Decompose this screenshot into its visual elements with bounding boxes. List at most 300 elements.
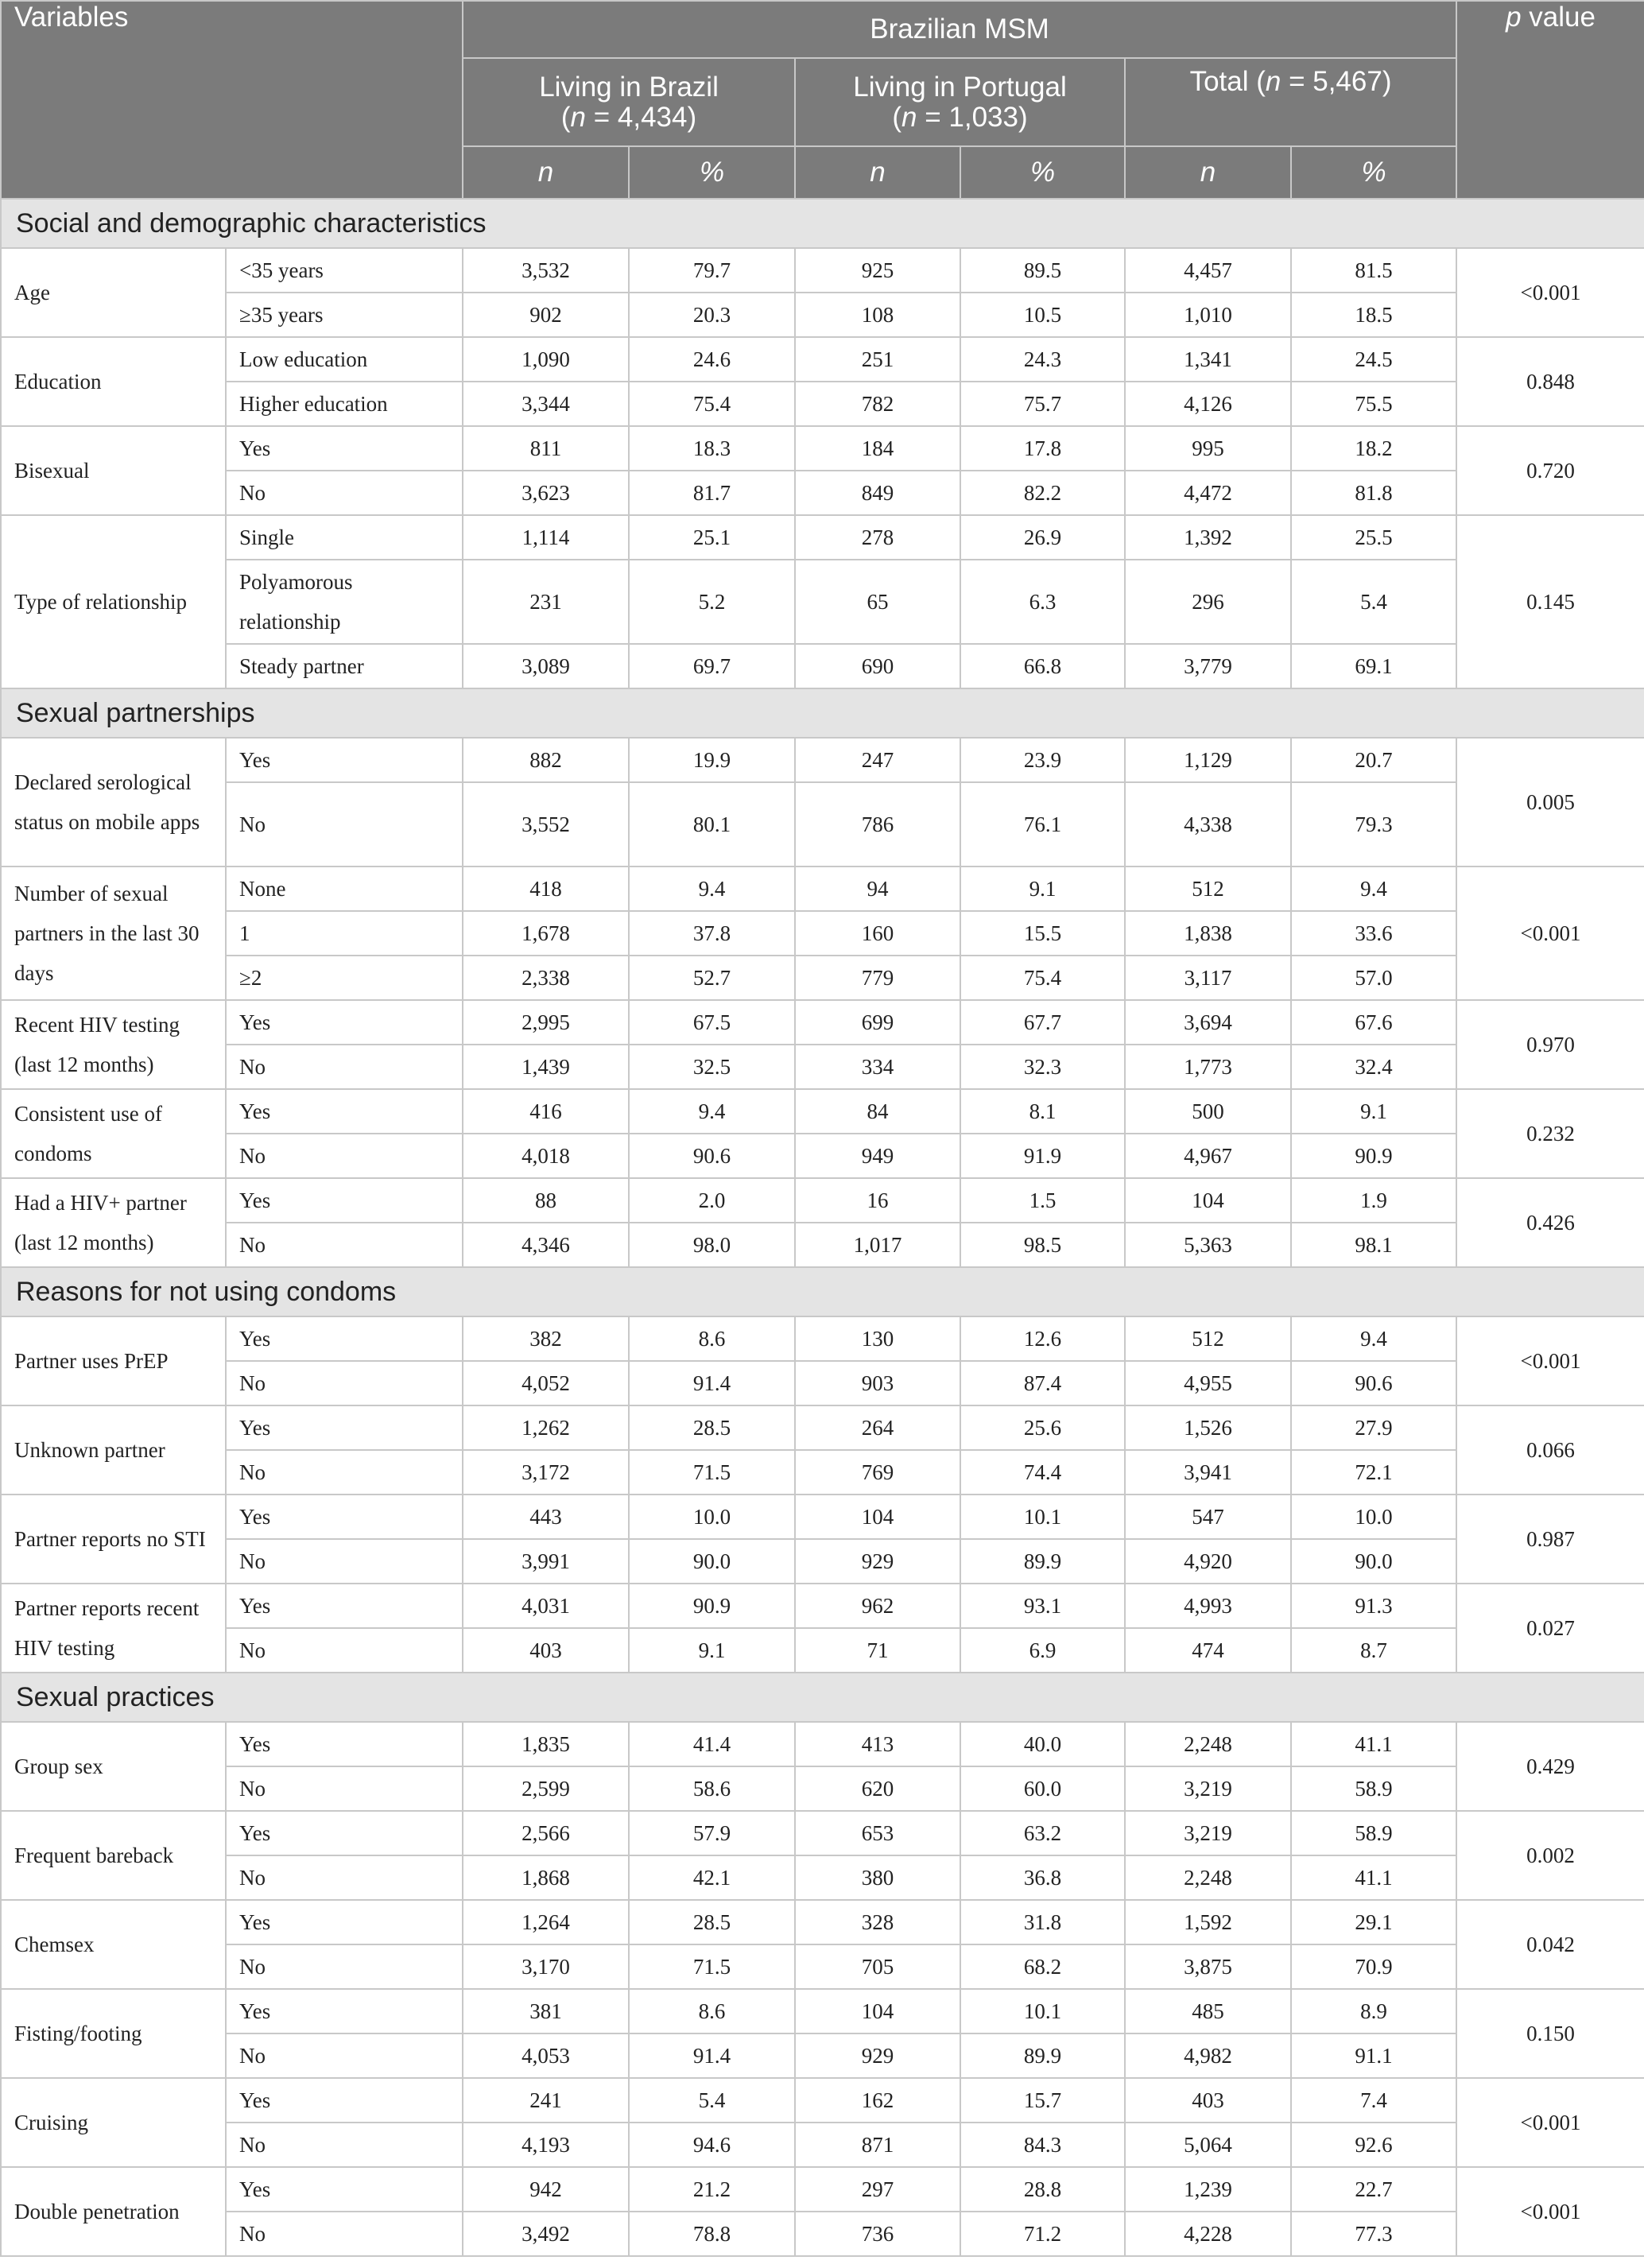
percent-cell: 72.1 [1291, 1450, 1456, 1495]
percent-cell: 9.4 [1291, 1316, 1456, 1361]
category-label: None [226, 866, 463, 911]
category-label: No [226, 1450, 463, 1495]
percent-cell: 8.1 [960, 1089, 1125, 1134]
percent-cell: 41.1 [1291, 1855, 1456, 1900]
percent-cell: 9.1 [629, 1628, 795, 1673]
count-cell: 769 [795, 1450, 960, 1495]
variable-name: Partner reports recent HIV testing [1, 1584, 226, 1673]
count-cell: 1,341 [1125, 337, 1291, 382]
percent-cell: 18.2 [1291, 426, 1456, 471]
table-row [1, 1223, 1644, 1267]
count-cell: 705 [795, 1944, 960, 1989]
table-row [1, 1450, 1644, 1495]
percent-cell: 8.7 [1291, 1628, 1456, 1673]
count-cell: 779 [795, 956, 960, 1000]
subgroup-total [1125, 58, 1456, 146]
category-label: <35 years [226, 248, 463, 293]
count-cell: 786 [795, 782, 960, 866]
category-label: No [226, 2212, 463, 2256]
count-cell: 104 [1125, 1178, 1291, 1223]
percent-cell: 24.6 [629, 337, 795, 382]
group-header: Brazilian MSM [463, 1, 1456, 58]
count-cell: 474 [1125, 1628, 1291, 1673]
variable-name: Had a HIV+ partner (last 12 months) [1, 1178, 226, 1267]
category-label: No [226, 1223, 463, 1267]
count-cell: 1,239 [1125, 2167, 1291, 2212]
percent-cell: 94.6 [629, 2123, 795, 2167]
count-cell: 4,967 [1125, 1134, 1291, 1178]
count-cell: 4,193 [463, 2123, 629, 2167]
count-cell: 1,592 [1125, 1900, 1291, 1944]
table-row [1, 1989, 1644, 2033]
category-label: Low education [226, 337, 463, 382]
p-value-cell: 0.848 [1456, 337, 1644, 426]
percent-cell: 9.4 [629, 866, 795, 911]
percent-cell: 79.7 [629, 248, 795, 293]
section-row [1, 199, 1644, 248]
count-cell: 1,678 [463, 911, 629, 956]
category-label: Yes [226, 1811, 463, 1855]
table-row [1, 2123, 1644, 2167]
count-cell: 94 [795, 866, 960, 911]
variable-name: Frequent bareback [1, 1811, 226, 1900]
count-cell: 736 [795, 2212, 960, 2256]
count-cell: 3,219 [1125, 1811, 1291, 1855]
count-cell: 1,835 [463, 1722, 629, 1766]
category-label: Polyamorous relationship [226, 560, 463, 644]
count-cell: 1,262 [463, 1405, 629, 1450]
category-label: Yes [226, 1178, 463, 1223]
percent-cell: 79.3 [1291, 782, 1456, 866]
variable-name: Number of sexual partners in the last 30 days [1, 866, 226, 1000]
variable-name: Education [1, 337, 226, 426]
category-label: 1 [226, 911, 463, 956]
subgroup-name: Living in Portugal [853, 71, 1067, 103]
count-cell: 2,995 [463, 1000, 629, 1045]
percent-cell: 75.5 [1291, 382, 1456, 426]
count-cell: 4,993 [1125, 1584, 1291, 1628]
percent-cell: 23.9 [960, 738, 1125, 782]
count-cell: 1,868 [463, 1855, 629, 1900]
count-cell: 902 [463, 293, 629, 337]
table-row [1, 782, 1644, 866]
count-cell: 1,392 [1125, 515, 1291, 560]
subgroup-n-value: = 5,467) [1281, 66, 1392, 97]
count-cell: 84 [795, 1089, 960, 1134]
count-cell: 949 [795, 1134, 960, 1178]
count-cell: 512 [1125, 866, 1291, 911]
table-row [1, 382, 1644, 426]
count-cell: 3,779 [1125, 644, 1291, 688]
count-cell: 4,982 [1125, 2033, 1291, 2078]
percent-cell: 7.4 [1291, 2078, 1456, 2123]
table-row [1, 2167, 1644, 2212]
category-label: No [226, 1766, 463, 1811]
subgroup-name: Total ( [1189, 66, 1266, 97]
table-row [1, 644, 1644, 688]
category-label: No [226, 2123, 463, 2167]
category-label: Yes [226, 1089, 463, 1134]
p-value-cell: <0.001 [1456, 1316, 1644, 1405]
count-cell: 929 [795, 1539, 960, 1584]
percent-cell: 81.7 [629, 471, 795, 515]
variable-name: Recent HIV testing (last 12 months) [1, 1000, 226, 1089]
percent-cell: 41.1 [1291, 1722, 1456, 1766]
table-row [1, 2212, 1644, 2256]
percent-cell: 87.4 [960, 1361, 1125, 1405]
category-label: Yes [226, 1000, 463, 1045]
table-row [1, 1134, 1644, 1178]
percent-cell: 2.0 [629, 1178, 795, 1223]
count-cell: 3,552 [463, 782, 629, 866]
count-cell: 4,338 [1125, 782, 1291, 866]
section-row [1, 688, 1644, 738]
count-cell: 699 [795, 1000, 960, 1045]
percent-cell: 9.4 [629, 1089, 795, 1134]
col-pct: % [629, 146, 795, 199]
percent-cell: 69.1 [1291, 644, 1456, 688]
percent-cell: 68.2 [960, 1944, 1125, 1989]
count-cell: 16 [795, 1178, 960, 1223]
p-value-cell: 0.145 [1456, 515, 1644, 688]
table-row [1, 1000, 1644, 1045]
percent-cell: 92.6 [1291, 2123, 1456, 2167]
table-row [1, 2033, 1644, 2078]
table-row [1, 2078, 1644, 2123]
subgroup-n-value: = 4,434) [586, 101, 697, 133]
percent-cell: 28.8 [960, 2167, 1125, 2212]
count-cell: 882 [463, 738, 629, 782]
table-row [1, 515, 1644, 560]
table-row [1, 1722, 1644, 1766]
count-cell: 811 [463, 426, 629, 471]
count-cell: 278 [795, 515, 960, 560]
count-cell: 1,439 [463, 1045, 629, 1089]
variables-header: Variables [1, 1, 463, 199]
percent-cell: 25.5 [1291, 515, 1456, 560]
p-value-cell: 0.066 [1456, 1405, 1644, 1495]
count-cell: 4,346 [463, 1223, 629, 1267]
count-cell: 1,010 [1125, 293, 1291, 337]
percent-cell: 10.1 [960, 1989, 1125, 2033]
count-cell: 264 [795, 1405, 960, 1450]
count-cell: 297 [795, 2167, 960, 2212]
count-cell: 620 [795, 1766, 960, 1811]
count-cell: 4,457 [1125, 248, 1291, 293]
percent-cell: 27.9 [1291, 1405, 1456, 1450]
count-cell: 241 [463, 2078, 629, 2123]
variable-name: Chemsex [1, 1900, 226, 1989]
count-cell: 3,532 [463, 248, 629, 293]
section-title: Reasons for not using condoms [1, 1267, 1644, 1316]
count-cell: 1,838 [1125, 911, 1291, 956]
category-label: Yes [226, 1584, 463, 1628]
p-value-cell: 0.027 [1456, 1584, 1644, 1673]
category-label: No [226, 782, 463, 866]
count-cell: 403 [1125, 2078, 1291, 2123]
count-cell: 512 [1125, 1316, 1291, 1361]
percent-cell: 90.6 [629, 1134, 795, 1178]
count-cell: 231 [463, 560, 629, 644]
percent-cell: 71.2 [960, 2212, 1125, 2256]
count-cell: 3,172 [463, 1450, 629, 1495]
table-row [1, 1089, 1644, 1134]
table-row [1, 337, 1644, 382]
count-cell: 3,694 [1125, 1000, 1291, 1045]
percent-cell: 91.3 [1291, 1584, 1456, 1628]
count-cell: 1,129 [1125, 738, 1291, 782]
section-row [1, 1267, 1644, 1316]
p-value-cell: <0.001 [1456, 2167, 1644, 2256]
count-cell: 4,126 [1125, 382, 1291, 426]
count-cell: 1,090 [463, 337, 629, 382]
percent-cell: 8.6 [629, 1316, 795, 1361]
subgroup-portugal: Living in Portugal (n = 1,033) [795, 58, 1125, 146]
count-cell: 3,219 [1125, 1766, 1291, 1811]
variable-name: Partner reports no STI [1, 1495, 226, 1584]
count-cell: 4,031 [463, 1584, 629, 1628]
count-cell: 296 [1125, 560, 1291, 644]
category-label: Yes [226, 2167, 463, 2212]
percent-cell: 17.8 [960, 426, 1125, 471]
count-cell: 162 [795, 2078, 960, 2123]
percent-cell: 22.7 [1291, 2167, 1456, 2212]
percent-cell: 78.8 [629, 2212, 795, 2256]
percent-cell: 33.6 [1291, 911, 1456, 956]
category-label: Yes [226, 1989, 463, 2033]
table-row [1, 471, 1644, 515]
count-cell: 925 [795, 248, 960, 293]
percent-cell: 9.4 [1291, 866, 1456, 911]
category-label: ≥2 [226, 956, 463, 1000]
count-cell: 4,228 [1125, 2212, 1291, 2256]
p-symbol: p [1506, 2, 1522, 33]
table-body [1, 199, 1644, 2256]
category-label: Higher education [226, 382, 463, 426]
col-pct: % [1291, 146, 1456, 199]
percent-cell: 31.8 [960, 1900, 1125, 1944]
table-row [1, 1584, 1644, 1628]
category-label: Yes [226, 1316, 463, 1361]
percent-cell: 82.2 [960, 471, 1125, 515]
percent-cell: 58.9 [1291, 1766, 1456, 1811]
count-cell: 4,018 [463, 1134, 629, 1178]
count-cell: 690 [795, 644, 960, 688]
percent-cell: 93.1 [960, 1584, 1125, 1628]
section-title: Sexual partnerships [1, 688, 1644, 738]
percent-cell: 28.5 [629, 1900, 795, 1944]
count-cell: 500 [1125, 1089, 1291, 1134]
p-value-cell: 0.970 [1456, 1000, 1644, 1089]
table-row [1, 1811, 1644, 1855]
percent-cell: 77.3 [1291, 2212, 1456, 2256]
percent-cell: 28.5 [629, 1405, 795, 1450]
subgroup-brazil: Living in Brazil (n = 4,434) [463, 58, 795, 146]
percent-cell: 8.6 [629, 1989, 795, 2033]
percent-cell: 10.1 [960, 1495, 1125, 1539]
count-cell: 3,492 [463, 2212, 629, 2256]
percent-cell: 12.6 [960, 1316, 1125, 1361]
category-label: Yes [226, 1495, 463, 1539]
table-row [1, 1178, 1644, 1223]
p-value-cell: 0.987 [1456, 1495, 1644, 1584]
section-title: Social and demographic characteristics [1, 199, 1644, 248]
percent-cell: 24.3 [960, 337, 1125, 382]
p-value-cell: 0.150 [1456, 1989, 1644, 2078]
count-cell: 413 [795, 1722, 960, 1766]
variable-name: Cruising [1, 2078, 226, 2167]
table-row [1, 866, 1644, 911]
category-label: No [226, 1628, 463, 1673]
variable-name: Fisting/footing [1, 1989, 226, 2078]
percent-cell: 66.8 [960, 644, 1125, 688]
category-label: No [226, 2033, 463, 2078]
percent-cell: 19.9 [629, 738, 795, 782]
table-row [1, 1766, 1644, 1811]
table-row [1, 1316, 1644, 1361]
variable-name: Unknown partner [1, 1405, 226, 1495]
percent-cell: 32.5 [629, 1045, 795, 1089]
variable-name: Type of relationship [1, 515, 226, 688]
percent-cell: 98.0 [629, 1223, 795, 1267]
percent-cell: 1.9 [1291, 1178, 1456, 1223]
count-cell: 104 [795, 1989, 960, 2033]
count-cell: 88 [463, 1178, 629, 1223]
count-cell: 247 [795, 738, 960, 782]
count-cell: 251 [795, 337, 960, 382]
variable-name: Double penetration [1, 2167, 226, 2256]
percent-cell: 18.3 [629, 426, 795, 471]
section-title: Sexual practices [1, 1673, 1644, 1722]
count-cell: 1,526 [1125, 1405, 1291, 1450]
percent-cell: 60.0 [960, 1766, 1125, 1811]
category-label: Yes [226, 738, 463, 782]
percent-cell: 29.1 [1291, 1900, 1456, 1944]
count-cell: 184 [795, 426, 960, 471]
category-label: No [226, 1539, 463, 1584]
count-cell: 962 [795, 1584, 960, 1628]
table-row [1, 1944, 1644, 1989]
count-cell: 334 [795, 1045, 960, 1089]
variable-name: Partner uses PrEP [1, 1316, 226, 1405]
count-cell: 3,623 [463, 471, 629, 515]
percent-cell: 91.1 [1291, 2033, 1456, 2078]
p-value-cell: 0.720 [1456, 426, 1644, 515]
variable-name: Group sex [1, 1722, 226, 1811]
count-cell: 382 [463, 1316, 629, 1361]
count-cell: 4,052 [463, 1361, 629, 1405]
subgroup-name: Living in Brazil [539, 71, 719, 103]
percent-cell: 42.1 [629, 1855, 795, 1900]
category-label: No [226, 471, 463, 515]
count-cell: 849 [795, 471, 960, 515]
count-cell: 380 [795, 1855, 960, 1900]
count-cell: 942 [463, 2167, 629, 2212]
category-label: Single [226, 515, 463, 560]
count-cell: 485 [1125, 1989, 1291, 2033]
percent-cell: 15.5 [960, 911, 1125, 956]
percent-cell: 57.0 [1291, 956, 1456, 1000]
percent-cell: 25.6 [960, 1405, 1125, 1450]
percent-cell: 10.0 [1291, 1495, 1456, 1539]
p-value-cell: 0.426 [1456, 1178, 1644, 1267]
count-cell: 2,248 [1125, 1855, 1291, 1900]
percent-cell: 26.9 [960, 515, 1125, 560]
count-cell: 3,089 [463, 644, 629, 688]
percent-cell: 32.3 [960, 1045, 1125, 1089]
percent-cell: 75.4 [960, 956, 1125, 1000]
count-cell: 4,920 [1125, 1539, 1291, 1584]
percent-cell: 9.1 [960, 866, 1125, 911]
p-value-cell: 0.042 [1456, 1900, 1644, 1989]
percent-cell: 5.4 [629, 2078, 795, 2123]
percent-cell: 84.3 [960, 2123, 1125, 2167]
table-row [1, 911, 1644, 956]
percent-cell: 58.9 [1291, 1811, 1456, 1855]
variable-name: Bisexual [1, 426, 226, 515]
count-cell: 3,344 [463, 382, 629, 426]
count-cell: 4,955 [1125, 1361, 1291, 1405]
category-label: No [226, 1134, 463, 1178]
category-label: No [226, 1361, 463, 1405]
percent-cell: 67.5 [629, 1000, 795, 1045]
count-cell: 3,875 [1125, 1944, 1291, 1989]
count-cell: 381 [463, 1989, 629, 2033]
percent-cell: 89.5 [960, 248, 1125, 293]
category-label: Yes [226, 1722, 463, 1766]
variable-name: Consistent use of condoms [1, 1089, 226, 1178]
percent-cell: 57.9 [629, 1811, 795, 1855]
p-value-cell: 0.002 [1456, 1811, 1644, 1900]
percent-cell: 90.9 [1291, 1134, 1456, 1178]
count-cell: 4,053 [463, 2033, 629, 2078]
col-pct: % [960, 146, 1125, 199]
percent-cell: 90.9 [629, 1584, 795, 1628]
percent-cell: 6.9 [960, 1628, 1125, 1673]
percent-cell: 67.7 [960, 1000, 1125, 1045]
percent-cell: 69.7 [629, 644, 795, 688]
percent-cell: 18.5 [1291, 293, 1456, 337]
subgroup-n-symbol: n [1265, 66, 1281, 97]
table-header [1, 1, 1644, 199]
category-label: ≥35 years [226, 293, 463, 337]
count-cell: 130 [795, 1316, 960, 1361]
percent-cell: 40.0 [960, 1722, 1125, 1766]
count-cell: 160 [795, 911, 960, 956]
percent-cell: 9.1 [1291, 1089, 1456, 1134]
count-cell: 4,472 [1125, 471, 1291, 515]
count-cell: 547 [1125, 1495, 1291, 1539]
percent-cell: 41.4 [629, 1722, 795, 1766]
count-cell: 71 [795, 1628, 960, 1673]
percent-cell: 81.8 [1291, 471, 1456, 515]
percent-cell: 80.1 [629, 782, 795, 866]
percent-cell: 81.5 [1291, 248, 1456, 293]
table-row [1, 738, 1644, 782]
col-n: n [463, 146, 629, 199]
table-row [1, 293, 1644, 337]
count-cell: 1,264 [463, 1900, 629, 1944]
percent-cell: 67.6 [1291, 1000, 1456, 1045]
count-cell: 1,017 [795, 1223, 960, 1267]
count-cell: 2,566 [463, 1811, 629, 1855]
table-row [1, 1405, 1644, 1450]
count-cell: 2,248 [1125, 1722, 1291, 1766]
category-label: Yes [226, 1405, 463, 1450]
p-value-cell: <0.001 [1456, 866, 1644, 1000]
percent-cell: 71.5 [629, 1944, 795, 1989]
category-label: No [226, 1045, 463, 1089]
